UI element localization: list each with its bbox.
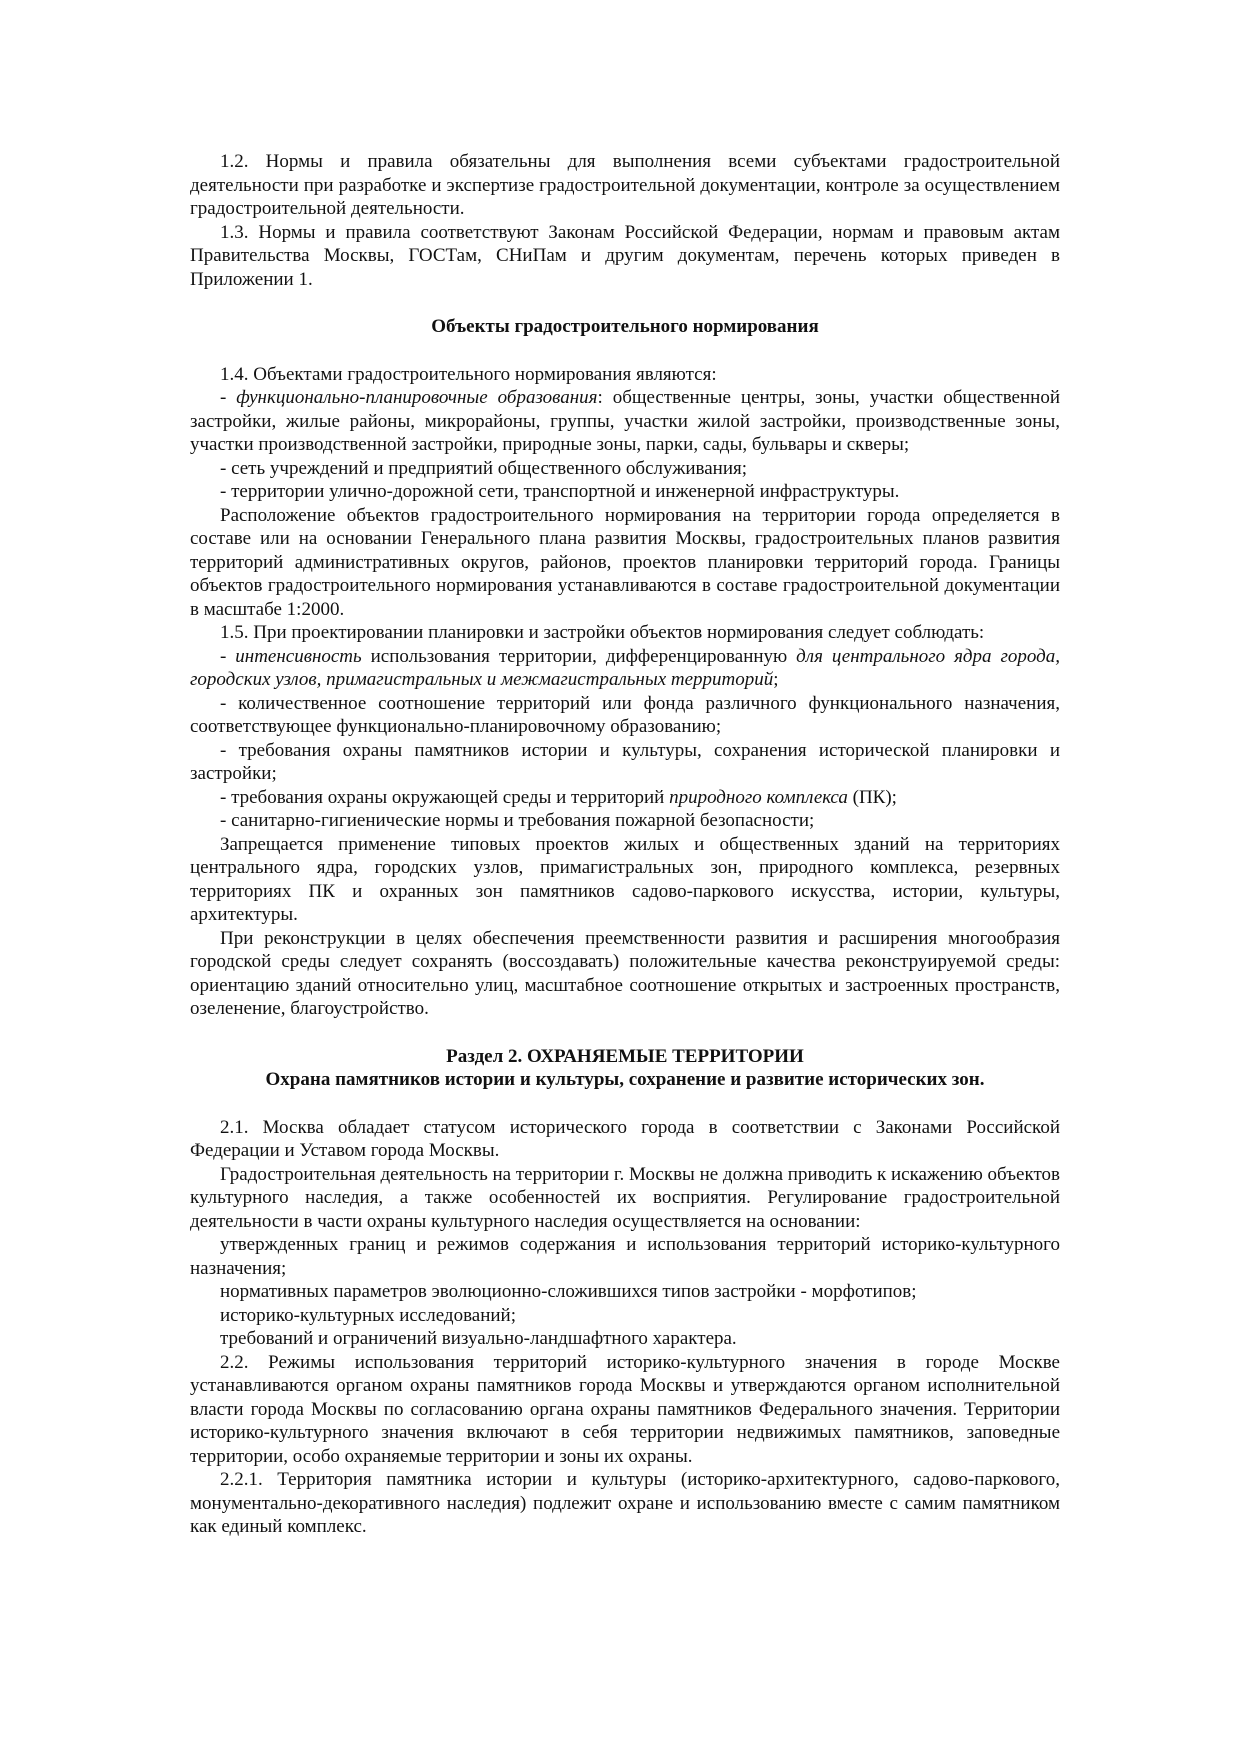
list-item-borders: утвержденных границ и режимов содержания и использования территорий историко-культурного назначения; — [190, 1234, 1060, 1279]
list-item-requirements: требований и ограничений визуально-ландшафтного характера. — [220, 1328, 737, 1349]
paragraph-2-2: 2.2. Режимы использования территорий историко-культурного значения в городе Москве устанавливаются органом охраны памятников города Москвы и утверждаются органом исполнительной власти города Москвы по согласованию органа охраны памятников Федерального значения. Территории историко-культурного значения включают в себя территории недвижимых памятников, заповедные территории, особо охраняемые территории и зоны их охраны. — [190, 1351, 1060, 1467]
list-item-functional — [190, 386, 1060, 457]
list-item-territories: - территории улично-дорожной сети, транспортной и инженерной инфраструктуры. — [220, 481, 900, 502]
paragraph-1-4: 1.4. Объектами градостроительного нормирования являются: — [220, 363, 717, 385]
paragraph-1-3: 1.3. Нормы и правила соответствуют Законам Российской Федерации, нормам и правовым актам Правительства Москвы, ГОСТам, СНиПам и другим документам, перечень которых приведен в Приложении 1. — [190, 221, 1060, 290]
paragraph-1-2: 1.2. Нормы и правила обязательны для выполнения всеми субъектами градостроительной деятельности при разработке и экспертизе градостроительной документации, контроле за осуществлением градостроительной деятельности. — [190, 151, 1060, 219]
paragraph-2-1: 2.1. Москва обладает статусом исторического города в соответствии с Законами Российской Федерации и Уставом города Москвы. — [190, 1116, 1060, 1161]
list-item-intensity-mid: использования территории, дифференцированную — [361, 645, 797, 667]
list-item-network: - сеть учреждений и предприятий общественного обслуживания; — [220, 457, 748, 479]
heading-section-2-subtitle: Охрана памятников истории и культуры, сохранение и развитие исторических зон. — [265, 1069, 985, 1090]
list-item-functional-text: : общественные центры, зоны, участки общественной застройки, жилые районы, микрорайоны, группы, участки жилой застройки, производственные зоны, участки производственной застройки, природные зоны, парки, сады, бульвары и скверы; — [190, 387, 1060, 455]
paragraph-reconstruction: При реконструкции в целях обеспечения преемственности развития и расширения многообразия городской среды следует сохранять (воссоздавать) положительные качества реконструируемой среды: ориентацию зданий относительно улиц, масштабное соотношение открытых и застроенных пространств, озеленение, благоустройство. — [190, 927, 1060, 1019]
paragraph-location: Расположение объектов градостроительного нормирования на территории города определяется в составе или на основании Генерального плана развития Москвы, градостроительных планов развития территорий административных округов, районов, проектов планировки территорий города. Границы объектов градостроительного нормирования устанавливаются в составе градостроительной документации в масштабе 1:2000. — [190, 504, 1060, 620]
list-item-intensity-term: интенсивность — [235, 645, 362, 667]
paragraph-prohibited: Запрещается применение типовых проектов жилых и общественных зданий на территориях центрального ядра, городских узлов, примагистральных зон, природного комплекса, резервных территориях ПК и охранных зон памятников садово-паркового искусства, истории, культуры, архитектуры. — [190, 833, 1060, 925]
list-item-functional-prefix: - — [220, 387, 237, 408]
list-item-params: нормативных параметров эволюционно-сложившихся типов застройки - морфотипов; — [220, 1281, 917, 1302]
list-item-ratio: - количественное соотношение территорий или фонда различного функционального назначения, соответствующее функционально-планировочному образованию; — [190, 692, 1060, 737]
list-item-intensity — [190, 645, 1060, 692]
list-item-environment-end: (ПК); — [847, 786, 897, 808]
paragraph-activity: Градостроительная деятельность на территории г. Москвы не должна приводить к искажению объектов культурного наследия, а также особенностей их восприятия. Регулирование градостроительной деятельности в части охраны культурного наследия осуществляется на основании: — [190, 1163, 1060, 1232]
paragraph-2-2-1: 2.2.1. Территория памятника истории и культуры (историко-архитектурного, садово-паркового, монументально-декоративного наследия) подлежит охране и использованию вместе с самим памятником как единый комплекс. — [190, 1469, 1060, 1537]
list-item-functional-term: функционально-планировочные образования — [236, 387, 598, 408]
list-item-intensity-scope: для центрального ядра города, городских узлов, примагистральных и межмагистральных территорий — [190, 645, 1060, 690]
list-item-monuments: - требования охраны памятников истории и культуры, сохранения исторической планировки и застройки; — [190, 739, 1060, 784]
paragraph-1-5: 1.5. При проектировании планировки и застройки объектов нормирования следует соблюдать: — [220, 622, 985, 643]
heading-objects: Объекты градостроительного нормирования — [431, 316, 819, 337]
list-item-environment-prefix: - требования охраны окружающей среды и территорий — [220, 786, 670, 808]
list-item-intensity-prefix: - — [220, 645, 236, 667]
list-item-environment — [190, 786, 1060, 810]
list-item-sanitary: - санитарно-гигиенические нормы и требования пожарной безопасности; — [220, 810, 815, 831]
document-page — [190, 150, 1060, 1539]
list-item-environment-term: природного комплекса — [669, 786, 848, 808]
list-item-intensity-end: ; — [773, 669, 779, 690]
heading-section-2: Раздел 2. ОХРАНЯЕМЫЕ ТЕРРИТОРИИ — [446, 1045, 804, 1067]
list-item-research: историко-культурных исследований; — [220, 1304, 517, 1326]
